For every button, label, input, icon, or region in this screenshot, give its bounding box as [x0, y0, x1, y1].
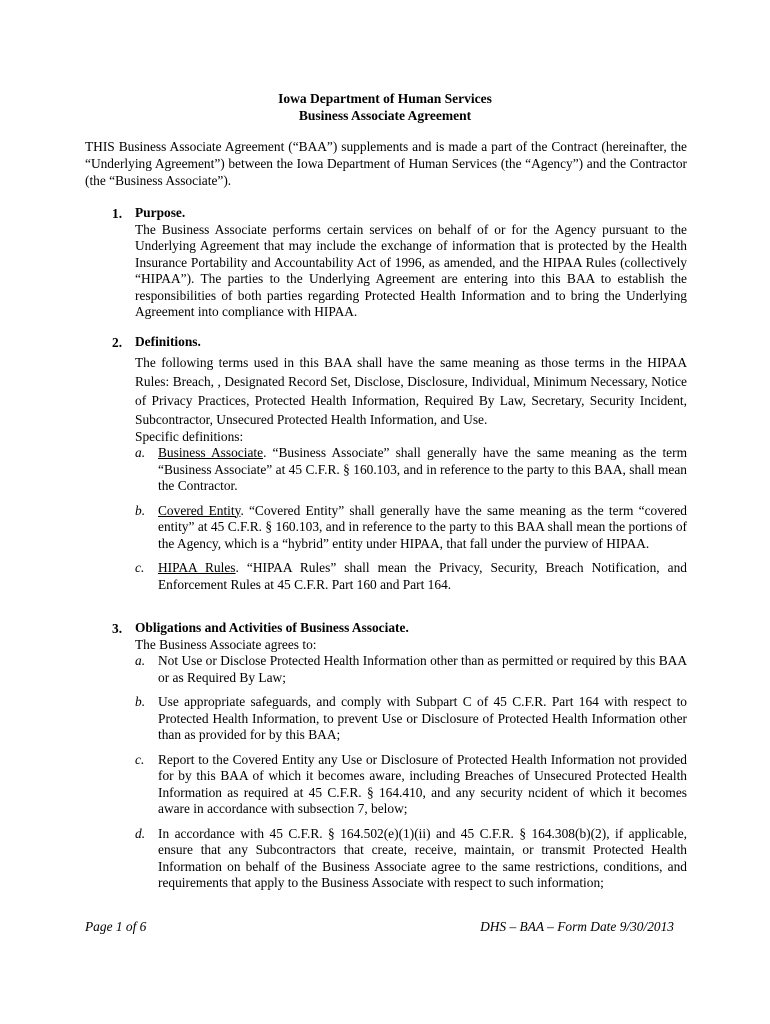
item-label: d.: [135, 825, 146, 841]
section-text: The following terms used in this BAA shall have the same meaning as those terms in the HIPAA Rules: Breach, , Designated Record Set, Disclose, Disclosure, Individual, Minimum Necessary, Notice of Privacy Practices, Protected Health Information, Required By Law, Secretary, Security Incident, Subcontractor, Unsecured Protected Health Information, and Use.: [135, 354, 687, 427]
item-label: b.: [135, 694, 146, 709]
item-label: a.: [135, 445, 146, 460]
section-text: The Business Associate performs certain services on behalf of or for the Agency pursuant to the Underlying Agreement that may include the exchange of information that is protected by the Health Insurance Portability and Accountability Act of 1996, as amended, and the HIPAA Rules (collectively “HIPAA”). The parties to the Underlying Agreement are entering into this BAA to establish the responsibilities of both parties regarding Protected Health Information and to bring the Underlying Agreement into compliance with HIPAA.: [135, 221, 687, 319]
section-text: The Business Associate agrees to:: [135, 636, 317, 652]
definition-text: . “Covered Entity” shall generally have the same meaning as the term “covered entity” at 45 C.F.R. § 160.103, and in reference to the party to this BAA shall mean the portions of the Agency, which is a “hybrid” entity under HIPAA, that fall under the purview of HIPAA.: [158, 502, 687, 551]
section-heading: Definitions.: [135, 334, 201, 349]
document-title-agreement: Business Associate Agreement: [298, 108, 472, 123]
section-number: 3.: [112, 621, 123, 636]
obligation-text: Use appropriate safeguards, and comply with Subpart C of 45 C.F.R. Part 164 with respect to Protected Health Information, to prevent Use or Disclosure of Protected Health Information other than as provided for by this BAA;: [158, 694, 687, 742]
obligation-item: [135, 752, 687, 818]
obligation-item: [135, 653, 687, 686]
item-label: b.: [135, 502, 146, 518]
document-title-agency: Iowa Department of Human Services: [278, 91, 492, 106]
specific-definitions-label: Specific definitions:: [135, 428, 244, 444]
item-label: c.: [135, 560, 145, 575]
defined-term: HIPAA Rules: [158, 560, 236, 575]
section-number: 2.: [112, 335, 123, 350]
definition-item: [135, 503, 687, 553]
obligation-item: [135, 826, 687, 892]
intro-paragraph: THIS Business Associate Agreement (“BAA”) supplements and is made a part of the Contract (hereinafter, the “Underlying Agreement”) between the Iowa Department of Human Services (the “Agency”) and the Contractor (the “Business Associate”).: [85, 139, 687, 188]
defined-term: Business Associate: [158, 445, 264, 460]
definition-text: . “HIPAA Rules” shall mean the Privacy, Security, Breach Notification, and Enforcement Rules at 45 C.F.R. Part 160 and Part 164.: [158, 560, 687, 592]
section-heading: Purpose.: [135, 205, 186, 220]
obligation-text: Not Use or Disclose Protected Health Information other than as permitted or required by this BAA or as Required By Law;: [158, 653, 687, 685]
definition-item: [135, 445, 687, 495]
form-date: DHS – BAA – Form Date 9/30/2013: [480, 919, 674, 934]
defined-term: Covered Entity: [158, 502, 241, 518]
definition-item: [135, 560, 687, 593]
item-label: a.: [135, 653, 146, 668]
page-number: Page 1 of 6: [85, 919, 147, 934]
section-heading: Obligations and Activities of Business Associate.: [135, 620, 409, 635]
obligation-item: [135, 694, 687, 744]
obligation-text: Report to the Covered Entity any Use or Disclosure of Protected Health Information not provided for by this BAA of which it becomes aware, including Breaches of Unsecured Protected Health Information as required at 45 C.F.R. § 164.410, and any security ncident of which it becomes aware in accordance with subsection 7, below;: [158, 751, 687, 816]
definition-text: . “Business Associate” shall generally have the same meaning as the term “Business Associate” at 45 C.F.R. § 160.103, and in reference to the party to this BAA, shall mean the Contractor.: [158, 445, 687, 493]
obligation-text: In accordance with 45 C.F.R. § 164.502(e)(1)(ii) and 45 C.F.R. § 164.308(b)(2), if applicable, ensure that any Subcontractors that create, receive, maintain, or transmit Protected Health Information on behalf of the Business Associate agree to the same restrictions, conditions, and requirements that apply to the Business Associate with respect to such information;: [158, 825, 687, 890]
section-number: 1.: [112, 206, 123, 221]
item-label: c.: [135, 751, 145, 767]
